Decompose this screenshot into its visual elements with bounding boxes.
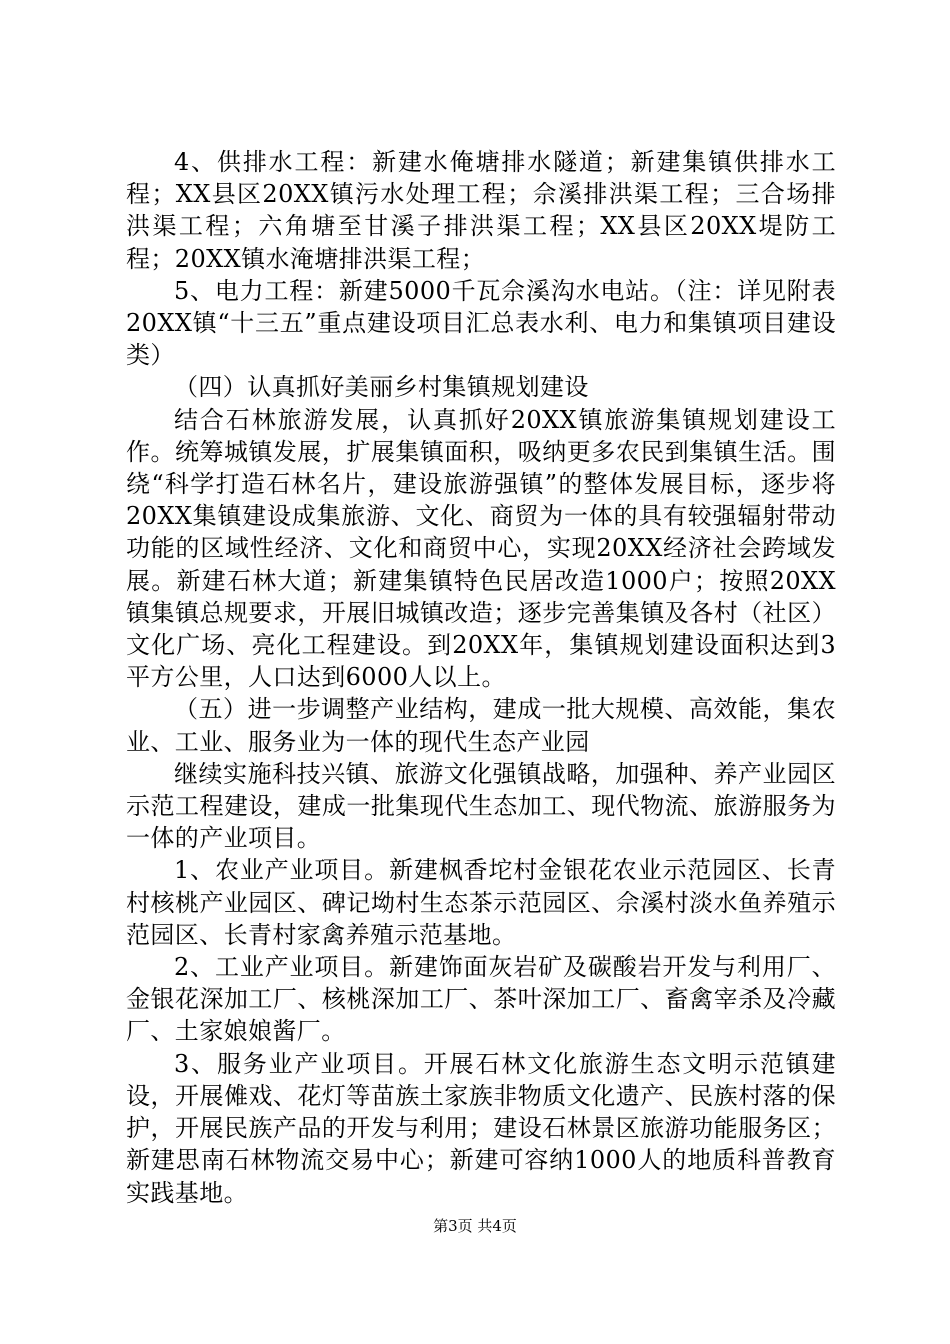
paragraph-industrial-projects: 2、工业产业项目。新建饰面灰岩矿及碳酸岩开发与利用厂、金银花深加工厂、核桃深加工厂、茶叶深加工厂、畜禽宰杀及冷藏厂、土家娘娘酱厂。 — [126, 953, 836, 1046]
section-heading-4: （四）认真抓好美丽乡村集镇规划建设 — [174, 373, 589, 402]
paragraph-industry-strategy: 继续实施科技兴镇、旅游文化强镇战略，加强种、养产业园区示范工程建设，建成一批集现代生态加工、现代物流、旅游服务为一体的产业项目。 — [126, 759, 836, 853]
paragraph-agriculture-projects: 1、农业产业项目。新建枫香坨村金银花农业示范园区、长青村核桃产业园区、碑记坳村生态茶示范园区、佘溪村淡水鱼养殖示范园区、长青村家禽养殖示范基地。 — [126, 856, 836, 949]
paragraph-service-projects: 3、服务业产业项目。开展石林文化旅游生态文明示范镇建设，开展傩戏、花灯等苗族土家族非物质文化遗产、民族村落的保护，开展民族产品的开发与利用；建设石林景区旅游功能服务区；新建思南石林物流交易中心；新建可容纳1000人的地质科普教育实践基地。 — [126, 1049, 836, 1207]
paragraph-power-project: 5、电力工程：新建5000千瓦佘溪沟水电站。（注：详见附表20XX镇“十三五”重点建设项目汇总表水利、电力和集镇项目建设类） — [126, 276, 836, 370]
paragraph-water-supply: 4、供排水工程：新建水俺塘排水隧道；新建集镇供排水工程；XX县区20XX镇污水处理工程；佘溪排洪渠工程；三合场排洪渠工程；六角塘至甘溪子排洪渠工程；XX县区20XX堤防工程；20XX镇水淹塘排洪渠工程； — [126, 148, 836, 273]
paragraph-town-planning: 结合石林旅游发展，认真抓好20XX镇旅游集镇规划建设工作。统筹城镇发展，扩展集镇面积，吸纳更多农民到集镇生活。围绕“科学打造石林名片，建设旅游强镇”的整体发展目标，逐步将20XX集镇建设成集旅游、文化、商贸为一体的具有较强辐射带动功能的区域性经济、文化和商贸中心，实现20XX经济社会跨域发展。新建石林大道；新建集镇特色民居改造1000户；按照20XX镇集镇总规要求，开展旧城镇改造；逐步完善集镇及各村（社区）文化广场、亮化工程建设。到20XX年，集镇规划建设面积达到3平方公里，人口达到6000人以上。 — [126, 405, 836, 692]
page-number-footer: 第3页 共4页 — [433, 1217, 517, 1235]
document-body — [126, 146, 836, 1209]
section-heading-5: （五）进一步调整产业结构，建成一批大规模、高效能，集农业、工业、服务业为一体的现代生态产业园 — [126, 695, 836, 756]
